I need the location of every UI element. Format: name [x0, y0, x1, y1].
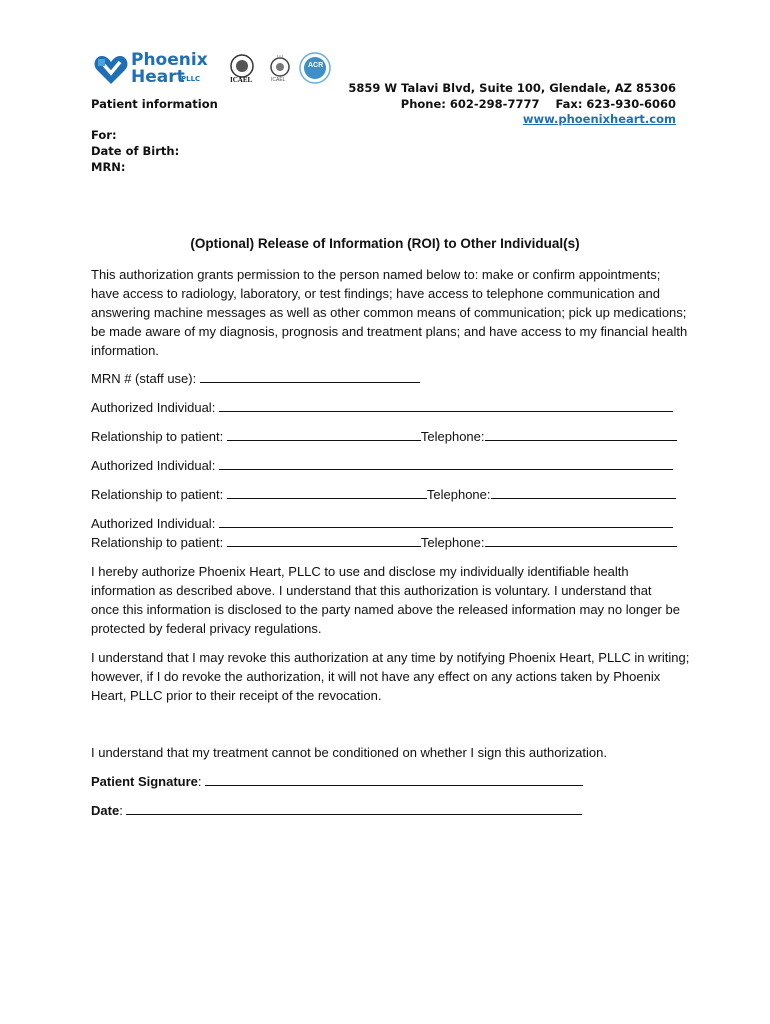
revocation-line: however, if I do revoke the authorization, it will not have any effect on any actions taken by Phoenix [91, 669, 661, 684]
badge-label-2: ICAEL [271, 77, 286, 83]
telephone-field-1[interactable] [485, 428, 677, 441]
for-label: For: [91, 128, 117, 142]
intro-line: information. [91, 343, 159, 358]
telephone-field-2[interactable] [491, 486, 676, 499]
telephone-label: Telephone: [420, 535, 485, 550]
mrn-staff-row [91, 370, 420, 386]
revocation-line: I understand that I may revoke this authorization at any time by notifying Phoenix Heart, PLLC in writing; [91, 650, 690, 665]
date-label: Date [91, 803, 120, 818]
authorized-individual-label: Authorized Individual: [91, 400, 216, 415]
date-field[interactable] [126, 802, 582, 815]
authorized-individual-field-1[interactable] [219, 399, 673, 412]
logo-name-line2: Heart [131, 67, 185, 87]
intro-line: This authorization grants permission to the person named below to: make or confirm appointments; [91, 267, 661, 282]
revocation-paragraph [91, 648, 689, 705]
accreditation-badge-2 [265, 52, 295, 86]
treatment-statement: I understand that my treatment cannot be conditioned on whether I sign this authorization. [91, 745, 607, 760]
authorized-individual-row-3 [91, 515, 673, 531]
authorized-individual-field-3[interactable] [219, 515, 673, 528]
accreditation-badge-3 [299, 52, 331, 84]
mrn-staff-field[interactable] [200, 370, 420, 383]
heart-logo-icon [93, 51, 129, 87]
patient-signature-field[interactable] [205, 773, 583, 786]
authorization-line: information as described above. I understand that this authorization is voluntary. I understand that [91, 583, 652, 598]
phoenix-heart-logo [93, 50, 208, 88]
mrn-label: MRN: [91, 160, 126, 174]
logo-suffix: PLLC [181, 75, 201, 83]
svg-text:• • •: • • • [276, 53, 284, 58]
patient-info-heading: Patient information [91, 97, 218, 111]
patient-signature-row [91, 773, 583, 789]
revocation-line: Heart, PLLC prior to their receipt of the revocation. [91, 688, 382, 703]
telephone-label: Telephone: [420, 429, 485, 444]
date-row [91, 802, 582, 818]
authorized-individual-row-1 [91, 399, 673, 415]
badge-label-3: ACR [308, 62, 324, 69]
relationship-label: Relationship to patient: [91, 487, 224, 502]
mrn-staff-label: MRN # (staff use): [91, 371, 197, 386]
address-phone-fax: Phone: 602-298-7777 Fax: 623-930-6060 [400, 97, 676, 111]
intro-line: answering machine messages as well as other common means of communication; pick up medications; [91, 305, 687, 320]
authorization-line: I hereby authorize Phoenix Heart, PLLC to use and disclose my individually identifiable health [91, 564, 629, 579]
intro-paragraph [91, 265, 687, 360]
intro-line: have access to radiology, laboratory, or test findings; have access to telephone communication and [91, 286, 660, 301]
patient-signature-label: Patient Signature [91, 774, 198, 789]
relationship-row-1 [91, 428, 677, 444]
authorized-individual-label: Authorized Individual: [91, 516, 216, 531]
telephone-label: Telephone: [426, 487, 491, 502]
authorization-line: protected by federal privacy regulations. [91, 621, 322, 636]
relationship-field-2[interactable] [227, 486, 427, 499]
telephone-field-3[interactable] [485, 534, 677, 547]
relationship-row-2 [91, 486, 676, 502]
relationship-row-3 [91, 534, 677, 550]
relationship-label: Relationship to patient: [91, 535, 224, 550]
relationship-field-1[interactable] [227, 428, 421, 441]
authorization-paragraph [91, 562, 680, 638]
intro-line: be made aware of my diagnosis, prognosis and treatment plans; and have access to my financial health [91, 324, 688, 339]
document-title: (Optional) Release of Information (ROI) to Other Individual(s) [190, 236, 580, 251]
relationship-field-3[interactable] [227, 534, 421, 547]
address-street: 5859 W Talavi Blvd, Suite 100, Glendale, AZ 85306 [348, 81, 676, 95]
authorized-individual-row-2 [91, 457, 673, 473]
relationship-label: Relationship to patient: [91, 429, 224, 444]
signature-colon: : [197, 774, 202, 789]
dob-label: Date of Birth: [91, 144, 180, 158]
date-colon: : [119, 803, 123, 818]
badge-label-1: ICAEL [230, 76, 253, 84]
authorized-individual-field-2[interactable] [219, 457, 673, 470]
authorized-individual-label: Authorized Individual: [91, 458, 216, 473]
website-link[interactable]: www.phoenixheart.com [522, 112, 676, 126]
logo-name-line1: Phoenix [131, 50, 208, 70]
accreditation-badge-1 [226, 52, 258, 84]
authorization-line: once this information is disclosed to the party named above the released information may no longer be [91, 602, 680, 617]
